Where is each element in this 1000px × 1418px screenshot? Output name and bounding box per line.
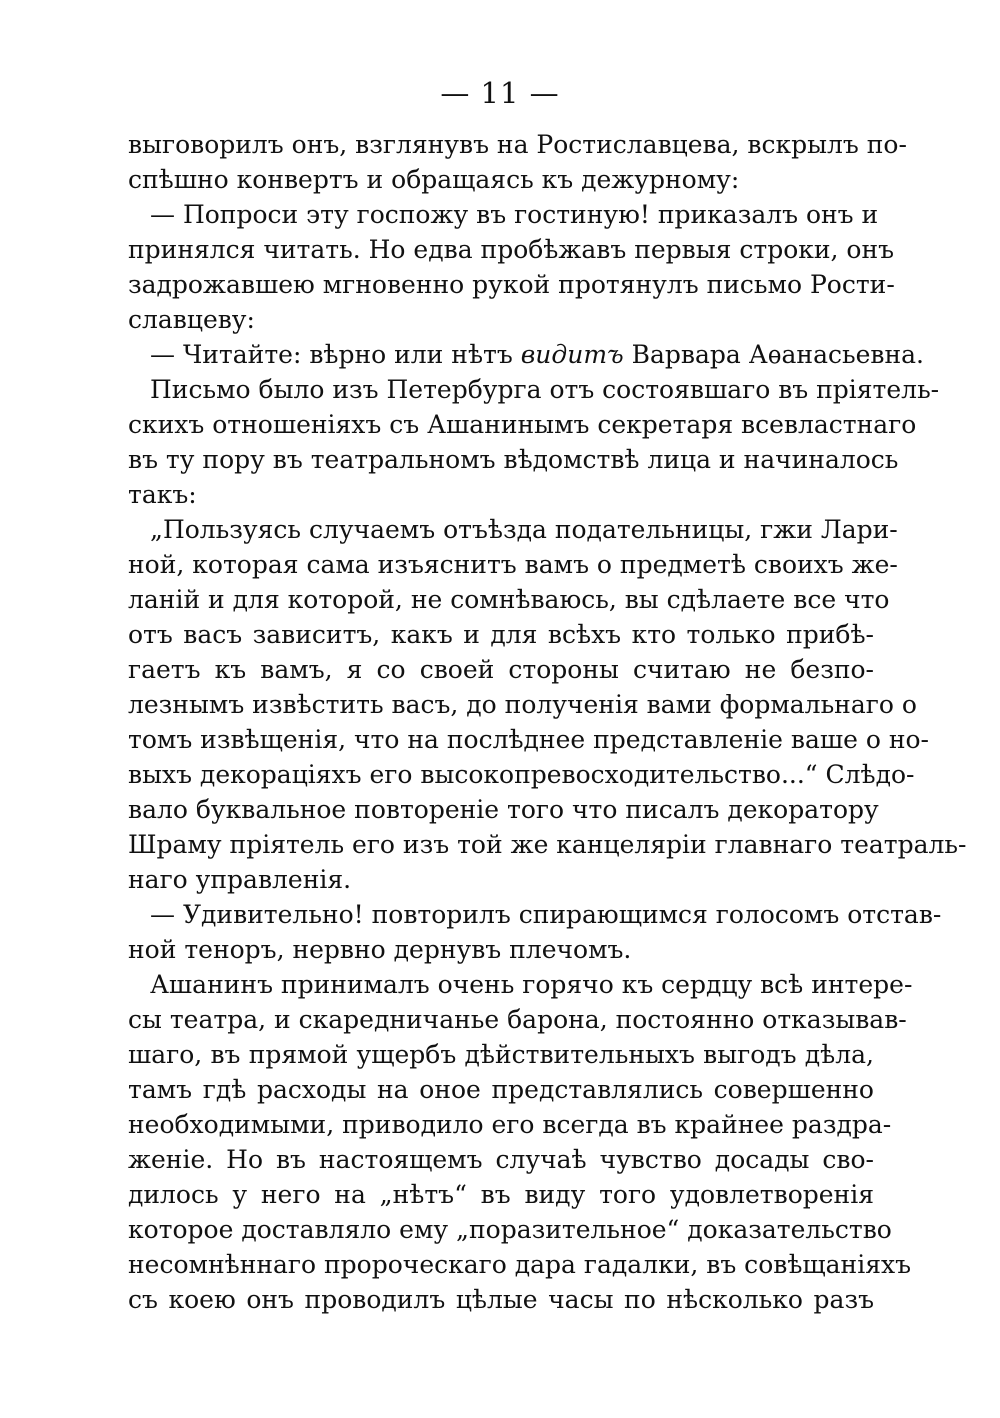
text-line: скихъ отношеніяхъ съ Ашанинымъ секретаря всевластнаго — [128, 410, 917, 439]
text-line: — Попроси эту госпожу въ гостиную! приказалъ онъ и — [150, 200, 879, 229]
text-line: гаетъ къ вамъ, я со своей стороны считаю не безпо- — [128, 655, 874, 684]
text-line: вало буквальное повтореніе того что писалъ декоратору — [128, 795, 879, 824]
text-line: Шраму пріятель его изъ той же канцеляріи главнаго театраль- — [128, 830, 967, 859]
text-line: сы театра, и скаредничанье барона, постоянно отказывав- — [128, 1005, 907, 1034]
text-line: отъ васъ зависитъ, какъ и для всѣхъ кто только прибѣ- — [128, 620, 874, 649]
text-line-with-italic — [150, 339, 924, 371]
text-line: шаго, въ прямой ущербъ дѣйствительныхъ выгодъ дѣла, — [128, 1040, 874, 1069]
text-line: спѣшно конвертъ и обращаясь къ дежурному: — [128, 165, 740, 194]
text-line: выхъ декораціяхъ его высокопревосходительство...“ Слѣдо- — [128, 760, 915, 789]
text-line: тамъ гдѣ расходы на оное представлялись совершенно — [128, 1075, 874, 1104]
text-line: наго управленія. — [128, 865, 352, 894]
text-line: Ашанинъ принималъ очень горячо къ сердцу всѣ интере- — [150, 970, 913, 999]
text-line: славцеву: — [128, 305, 255, 334]
text-line: такъ: — [128, 480, 197, 509]
text-line: съ коею онъ проводилъ цѣлые часы по нѣсколько разъ — [128, 1285, 874, 1314]
text-line: — Удивительно! повторилъ спирающимся голосомъ отстав- — [150, 900, 942, 929]
text-line: выговорилъ онъ, взглянувъ на Ростиславцева, вскрылъ по- — [128, 130, 907, 159]
italic-word: видитъ — [520, 340, 624, 369]
text-line: необходимыми, приводило его всегда въ крайнее раздра- — [128, 1110, 892, 1139]
text-line: Письмо было изъ Петербурга отъ состоявшаго въ пріятель- — [150, 375, 940, 404]
text-span: — Читайте: вѣрно или нѣтъ — [150, 340, 513, 369]
text-line: лезнымъ извѣстить васъ, до полученія вами формальнаго о — [128, 690, 917, 719]
text-line: принялся читать. Но едва пробѣжавъ первыя строки, онъ — [128, 235, 895, 264]
text-line: ной теноръ, нервно дернувъ плечомъ. — [128, 935, 632, 964]
text-line: которое доставляло ему „поразительное“ доказательство — [128, 1215, 892, 1244]
text-line: томъ извѣщенія, что на послѣднее представленіе ваше о но- — [128, 725, 929, 754]
text-line: дилось у него на „нѣтъ“ въ виду того удовлетворенія — [128, 1180, 874, 1209]
text-line: женіе. Но въ настоящемъ случаѣ чувство досады сво- — [128, 1145, 874, 1174]
text-line: въ ту пору въ театральномъ вѣдомствѣ лица и начиналось — [128, 445, 899, 474]
text-span: Варвара Аѳанасьевна. — [631, 340, 924, 369]
text-line: „Пользуясь случаемъ отъѣзда подательницы, гжи Лари- — [150, 515, 898, 544]
text-line: задрожавшею мгновенно рукой протянулъ письмо Рости- — [128, 270, 895, 299]
text-line: ланій и для которой, не сомнѣваюсь, вы сдѣлаете все что — [128, 585, 890, 614]
text-line: несомнѣннаго пророческаго дара гадалки, въ совѣщаніяхъ — [128, 1250, 911, 1279]
page-number: — 11 — — [440, 76, 560, 110]
text-line: ной, которая сама изъяснитъ вамъ о предметѣ своихъ же- — [128, 550, 898, 579]
